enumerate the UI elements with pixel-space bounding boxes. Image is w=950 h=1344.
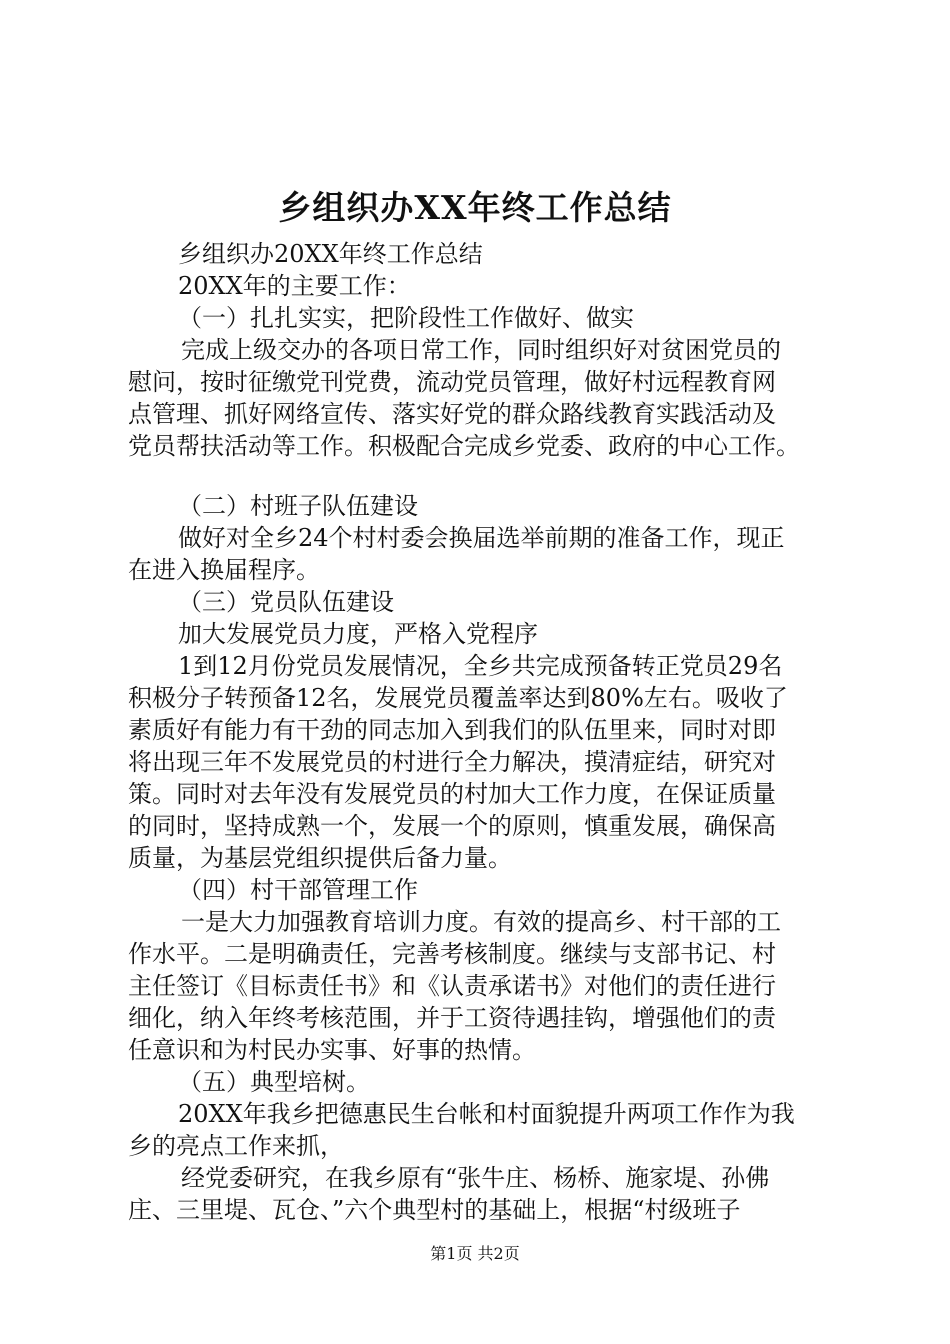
text-line: 积极分子转预备12名，发展党员覆盖率达到80%左右。吸收了 [128, 684, 788, 712]
text-line: 经党委研究，在我乡原有“张牛庄、杨桥、施家堤、孙佛 [181, 1164, 770, 1192]
text-line: 任意识和为村民办实事、好事的热情。 [128, 1036, 536, 1064]
text-line: 点管理、抓好网络宣传、落实好党的群众路线教育实践活动及 [128, 400, 776, 428]
text-line: 一是大力加强教育培训力度。有效的提高乡、村干部的工 [181, 908, 781, 936]
text-line: 在进入换届程序。 [128, 556, 320, 584]
text-line: 作水平。二是明确责任，完善考核制度。继续与支部书记、村 [128, 940, 776, 968]
text-line: 质量，为基层党组织提供后备力量。 [128, 844, 512, 872]
text-line: 20XX年的主要工作： [178, 272, 411, 300]
text-line: 策。同时对去年没有发展党员的村加大工作力度，在保证质量 [128, 780, 776, 808]
text-line: 党员帮扶活动等工作。积极配合完成乡党委、政府的中心工作。 [128, 432, 800, 460]
text-line: 20XX年我乡把德惠民生台帐和村面貌提升两项工作作为我 [178, 1100, 795, 1128]
section-heading: （二）村班子队伍建设 [178, 492, 418, 520]
section-heading: （四）村干部管理工作 [178, 876, 418, 904]
section-heading: （一）扎扎实实，把阶段性工作做好、做实 [178, 304, 634, 332]
text-line: 细化，纳入年终考核范围，并于工资待遇挂钩，增强他们的责 [128, 1004, 776, 1032]
text-line: 慰问，按时征缴党刊党费，流动党员管理，做好村远程教育网 [128, 368, 776, 396]
text-line: 主任签订《目标责任书》和《认责承诺书》对他们的责任进行 [128, 972, 776, 1000]
text-line: 将出现三年不发展党员的村进行全力解决，摸清症结，研究对 [128, 748, 776, 776]
text-line: 1到12月份党员发展情况，全乡共完成预备转正党员29名 [178, 652, 783, 680]
text-line: 乡组织办20XX年终工作总结 [178, 240, 483, 268]
text-line: 庄、三里堤、瓦仓、”六个典型村的基础上，根据“村级班子 [128, 1196, 741, 1224]
page-footer: 第1页 共2页 [430, 1244, 520, 1263]
section-heading: （五）典型培树。 [178, 1068, 370, 1096]
text-line: 完成上级交办的各项日常工作，同时组织好对贫困党员的 [181, 336, 781, 364]
text-line: 加大发展党员力度，严格入党程序 [178, 620, 538, 648]
text-line: 乡的亮点工作来抓， [128, 1132, 344, 1160]
text-line: 做好对全乡24个村村委会换届选举前期的准备工作，现正 [178, 524, 785, 552]
section-heading: （三）党员队伍建设 [178, 588, 394, 616]
document-title: 乡组织办XX年终工作总结 [278, 188, 672, 227]
text-line: 的同时，坚持成熟一个，发展一个的原则，慎重发展，确保高 [128, 812, 776, 840]
text-line: 素质好有能力有干劲的同志加入到我们的队伍里来，同时对即 [128, 716, 776, 744]
